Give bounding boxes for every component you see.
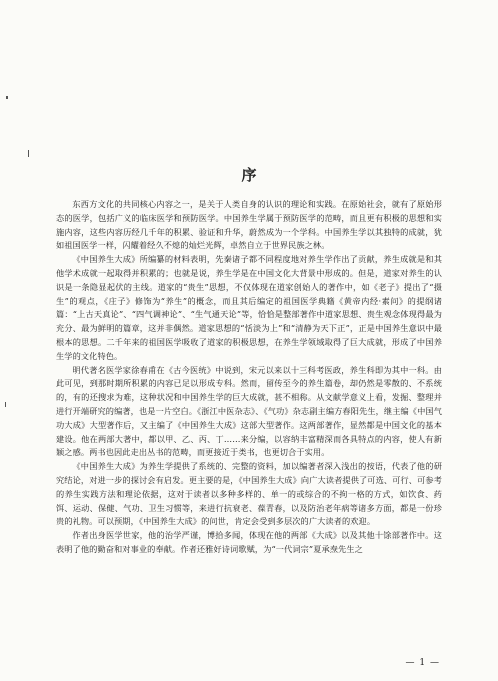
paragraph: 《中国养生大成》为养生学提供了系统的、完整的资料，加以编著者深入浅出的按语，代表了他的研究结论，对进一步的探讨会有启发。更主要的是，《中国养生大成》向广大读者提供了可选、可行、可参考的养生实践方法和理论依据，这对于读者以多种多样的、单一的或综合的不拘一格的方式，如饮食、药饵、运动、保健、气功、卫生习惯等，来进行抗衰老、葆青春，以及防治老年病等诸多方面，都是一份珍贵的礼物。可以预期，《中国养生大成》的问世，肯定会受到多层次的广大读者的欢迎。 <box>56 461 442 527</box>
paragraph: 作者出身医学世家，他的治学严谨，博拾多闻，体现在他的两部《大成》以及其他十馀部著作中。这表明了他的勤奋和对事业的奉献。作者还雅好诗词歌赋，为“一代词宗”夏承焘先生之 <box>56 530 442 554</box>
scan-speck <box>28 150 29 157</box>
preface-body <box>56 198 442 557</box>
scan-speck <box>5 402 6 407</box>
page-number: — 1 — <box>405 658 440 668</box>
page-title: 序 <box>241 166 257 184</box>
paragraph: 明代著名医学家徐春甫在《古今医统》中说到，宋元以来以十三科考医政，养生科即为其中一科。由此可见，到那时期所积累的内容已足以形成专科。然而，留传至今的养生篇卷，却仍然是零散的、不系统的，有的还搜求为难，这种状况和中国养生学的巨大成就，甚不相称。从文献学意义上看，发掘、整理并进行开端研究的编著，也是一片空白。《浙江中医杂志》、《气功》杂志副主编方春阳先生，继主编《中国气功大成》大型著作后，又主编了《中国养生大成》这部大型著作。这两部著作，显然都是中国文化的基本建设。他在两部大著中，都以甲、乙、丙、丁……来分编，以容纳丰富精深而各具特点的内容，使人有新颖之感。两书也因此走出丛书的范畴，而更接近于类书，也更切合于实用。 <box>56 364 442 458</box>
paragraph: 《中国养生大成》所编纂的材料表明，先秦诸子都不同程度地对养生学作出了贡献，养生成就是和其他学术成就一起取得并积累的；也就是说，养生学是在中国文化大背景中形成的。但是，道家对养生的认识是一条隐显起伏的主线。道家的“贵生”思想，不仅体现在道家创始人的著作中，如《老子》提出了“摄生”的观点，《庄子》修饰为“养生”的概念，而且其后编定的祖国医学典籍《黄帝内经·素问》的提纲诸篇：“上古天真论”、“四气调神论”、“生气通天论”等，恰恰是整部著作中道家思想、贵生观念体现得最为充分、最为鲜明的篇章，这并非偶然。道家思想的“恬淡为上”和“清静为天下正”，正是中国养生意识中最根本的思想。二千年来的祖国医学吸收了道家的积极思想，在养生学领域取得了巨大成就，形成了中国养生学的文化特色。 <box>56 254 442 361</box>
paragraph: 东西方文化的共同核心内容之一，是关于人类自身的认识的理论和实践。在原始社会，就有了原始形态的医学，包括广义的临床医学和预防医学。中国养生学属于预防医学的范畴，而且更有积极的思想和实施内容，这些内容历经几千年的积累、验证和升华，蔚然成为一个学科。中国养生学以其独特的成就，犹如祖国医学一样，闪耀着经久不熄的灿烂光辉，卓然自立于世界民族之林。 <box>56 199 442 251</box>
scan-speck <box>6 96 8 99</box>
